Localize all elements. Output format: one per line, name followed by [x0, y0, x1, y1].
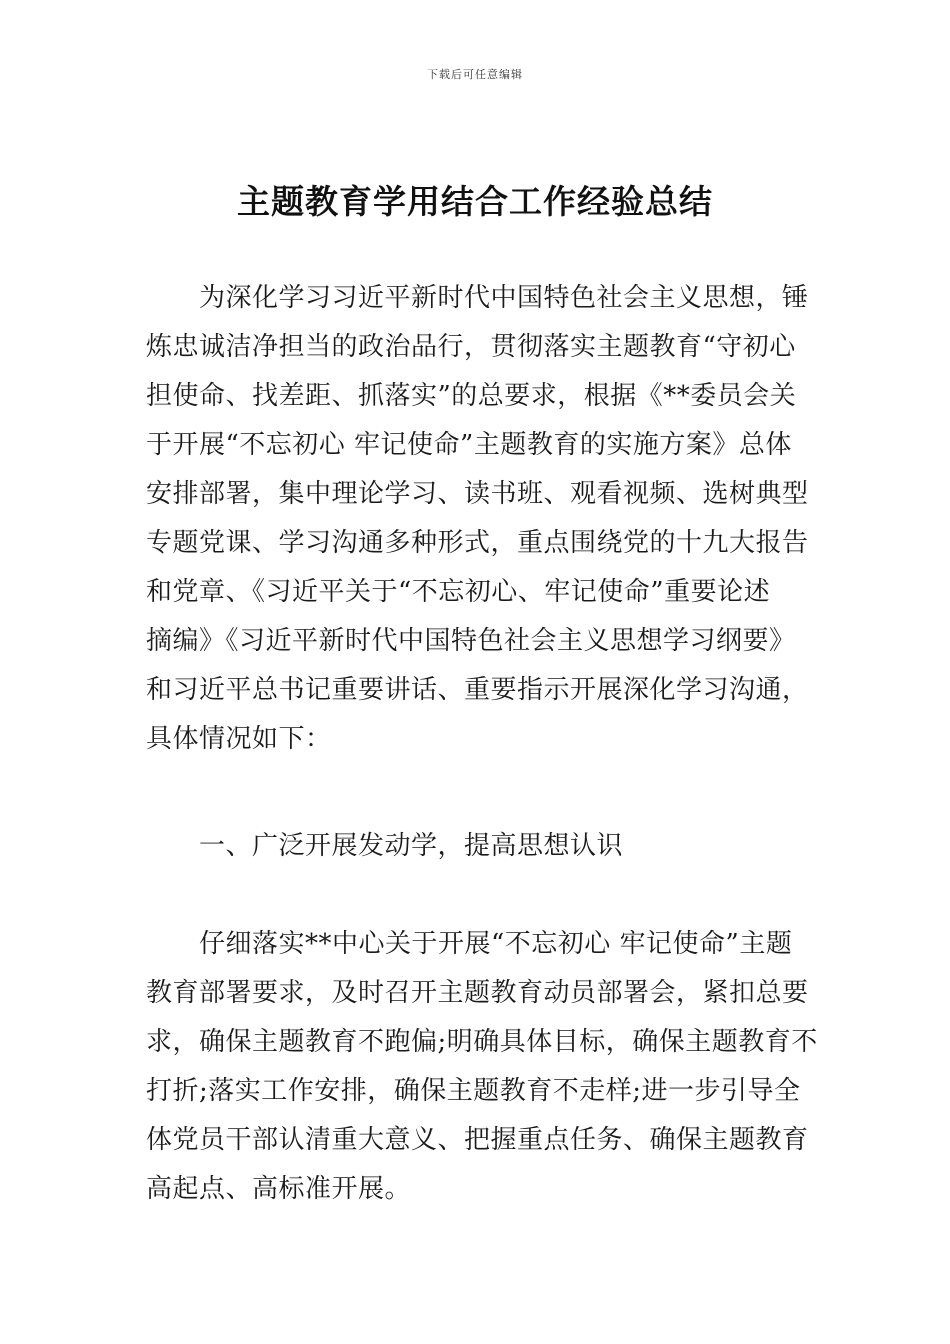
- paragraph-line: 专题党课、学习沟通多种形式，重点围绕党的十九大报告: [146, 528, 809, 558]
- paragraph-line: 具体情况如下：: [146, 724, 332, 754]
- document-title: 主题教育学用结合工作经验总结: [237, 182, 713, 221]
- paragraph-line: 和党章、《习近平关于“不忘初心、牢记使命”重要论述: [146, 577, 771, 607]
- section-heading: [146, 822, 810, 871]
- paragraph-line: 教育部署要求，及时召开主题教育动员部署会，紧扣总要: [146, 978, 809, 1008]
- paragraph-line: 体党员干部认清重大意义、把握重点任务、确保主题教育: [146, 1125, 809, 1155]
- paragraph-line: 担使命、找差距、抓落实”的总要求，根据《**委员会关: [146, 381, 797, 411]
- body-paragraph: [146, 920, 818, 1214]
- paragraph-line: 仔细落实**中心关于开展“不忘初心 牢记使命”主题: [199, 929, 793, 959]
- paragraph-line: 安排部署，集中理论学习、读书班、观看视频、选树典型: [146, 479, 809, 509]
- paragraph-line: 打折;落实工作安排，确保主题教育不走样;进一步引导全: [146, 1076, 801, 1106]
- paragraph-line: 和习近平总书记重要讲话、重要指示开展深化学习沟通，: [146, 675, 809, 705]
- paragraph-line: 为深化学习习近平新时代中国特色社会主义思想，锤: [199, 283, 809, 313]
- intro-paragraph: [146, 274, 810, 764]
- paragraph-line: 炼忠诚洁净担当的政治品行，贯彻落实主题教育“守初心: [146, 332, 796, 362]
- section-heading-text: 一、广泛开展发动学，提高思想认识: [199, 831, 624, 861]
- paragraph-line: 于开展“不忘初心 牢记使命”主题教育的实施方案》总体: [146, 430, 792, 460]
- paragraph-line: 摘编》《习近平新时代中国特色社会主义思想学习纲要》: [146, 626, 796, 656]
- page-header-note: 下载后可任意编辑: [427, 68, 523, 81]
- paragraph-line: 高起点、高标准开展。: [146, 1174, 412, 1204]
- paragraph-line: 求，确保主题教育不跑偏;明确具体目标，确保主题教育不: [146, 1027, 818, 1057]
